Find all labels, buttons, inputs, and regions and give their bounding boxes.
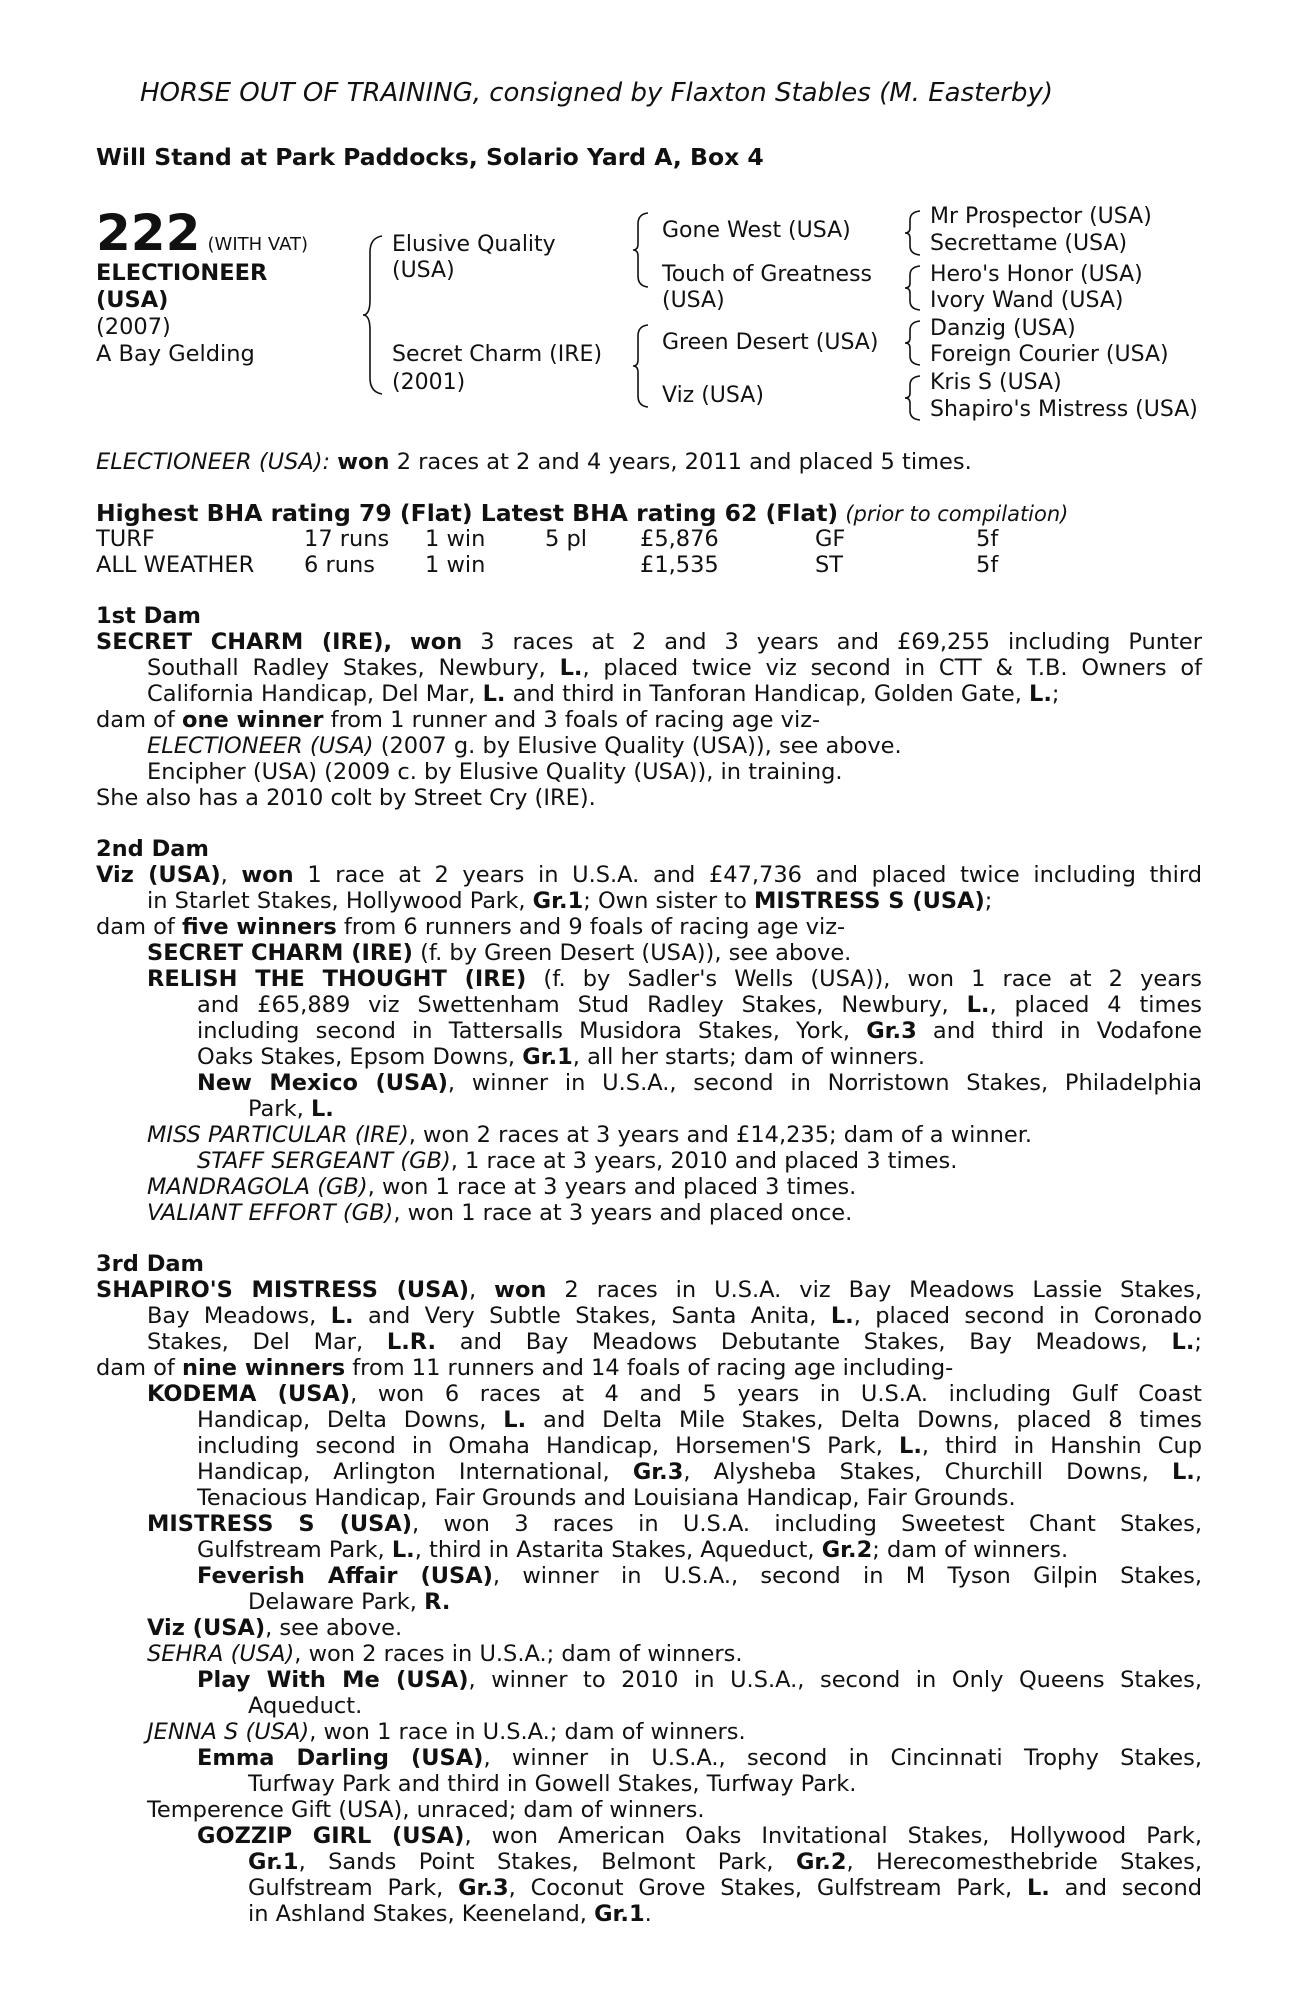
sire-sire: Gone West (USA) — [662, 218, 851, 243]
text-run: Handicap, Delta Downs, — [197, 1407, 487, 1433]
ped-ssd: Secrettame (USA) — [930, 231, 1128, 256]
text-run: Gr.3 — [458, 1875, 509, 1901]
horse-description: A Bay Gelding — [96, 341, 255, 367]
dam3-line3 — [147, 1329, 1202, 1355]
ratings-row-aw-prize: £1,535 — [640, 552, 719, 578]
text-run: ; Own sister to — [583, 888, 747, 914]
sire-country: (USA) — [392, 258, 455, 283]
text-run: VALIANT EFFORT (GB) — [147, 1200, 394, 1226]
dam3-line5 — [147, 1381, 1202, 1407]
dam3-line4 — [96, 1355, 953, 1381]
ratings-note: (prior to compilation) — [845, 502, 1069, 526]
dam3-line25 — [248, 1901, 652, 1927]
text-run: , Herecomesthebride Stakes, — [846, 1849, 1203, 1875]
text-run: Gulfstream Park, — [197, 1537, 385, 1563]
text-run: from 1 runner and 3 foals of racing age viz- — [330, 707, 821, 733]
text-run: , won 1 race at 3 years and placed 3 times. — [367, 1174, 857, 1200]
dam3-line23 — [248, 1849, 1202, 1875]
dam3-line22 — [197, 1823, 1202, 1849]
ped-sdd: Ivory Wand (USA) — [930, 288, 1124, 313]
pedigree-brace-dam — [630, 322, 652, 410]
pedigree-brace-dd — [902, 373, 924, 423]
text-run: ; dam of winners. — [872, 1537, 1069, 1563]
text-run: , Sands Point Stakes, Belmont Park, — [298, 1849, 774, 1875]
ratings-row-turf-dist: 5f — [976, 526, 999, 552]
sire-dam: Touch of Greatness — [662, 262, 872, 287]
ped-ddd: Shapiro's Mistress (USA) — [930, 397, 1198, 422]
text-run: MISS PARTICULAR (IRE) — [147, 1122, 409, 1148]
dam3-line9: Tenacious Handicap, Fair Grounds and Louisiana Handicap, Fair Grounds. — [197, 1485, 1016, 1511]
text-run: Gr.1 — [248, 1849, 299, 1875]
text-run: L. — [899, 1433, 922, 1459]
text-run: Gr.1 — [594, 1901, 645, 1927]
dam-dam: Viz (USA) — [662, 383, 764, 408]
text-run: and third in Tanforan Handicap, Golden Gate, — [512, 681, 1022, 707]
text-run: JENNA S (USA) — [147, 1719, 310, 1745]
text-run: , placed 4 times — [989, 992, 1203, 1018]
text-run: , Coconut Grove Stakes, Gulfstream Park, — [508, 1875, 1013, 1901]
text-run: dam of — [96, 914, 175, 940]
text-run: L. — [391, 1537, 415, 1563]
pedigree-brace-sire — [630, 210, 652, 290]
text-run: , third in Hanshin Cup — [921, 1433, 1203, 1459]
text-run: , placed twice viz second in CTT & T.B. Owners of — [582, 655, 1203, 681]
dam3-line13 — [248, 1589, 450, 1615]
text-run: , won American Oaks Invitational Stakes, Hollywood Park, — [464, 1823, 1202, 1849]
dam1-line3 — [147, 681, 1060, 707]
text-run: and £65,889 viz Swettenham Stud Radley Stakes, Newbury, — [197, 992, 949, 1018]
ped-dds: Kris S (USA) — [930, 370, 1062, 395]
text-run: , won 1 race in U.S.A.; dam of winners. — [309, 1719, 746, 1745]
text-run: ELECTIONEER (USA) — [147, 733, 374, 759]
text-run: , won 1 race at 3 years and placed once. — [393, 1200, 853, 1226]
ped-sds: Hero's Honor (USA) — [930, 262, 1143, 287]
text-run: won — [410, 629, 463, 655]
dam-name: Secret Charm (IRE) — [392, 342, 603, 367]
text-run: , Alysheba Stakes, Churchill Downs, — [683, 1459, 1149, 1485]
dam2-line4 — [147, 940, 851, 966]
dam1-line7: She also has a 2010 colt by Street Cry (IRE). — [96, 785, 596, 811]
ratings-row-aw-going: ST — [815, 552, 844, 578]
ratings-row-turf-placed: 5 pl — [545, 526, 588, 552]
pedigree-brace-main — [360, 232, 390, 398]
text-run: ; — [1194, 1329, 1202, 1355]
dam-sire: Green Desert (USA) — [662, 330, 879, 355]
text-run: (2007 g. by Elusive Quality (USA)), see above. — [380, 733, 902, 759]
text-run: won — [241, 862, 294, 888]
text-run: , — [469, 1277, 477, 1303]
dam2-line1 — [96, 862, 1202, 888]
dam2-line8 — [197, 1044, 925, 1070]
dam3-line18 — [147, 1719, 746, 1745]
text-run: SECRET CHARM (IRE) — [147, 940, 413, 966]
dam3-line11 — [197, 1537, 1068, 1563]
dam2-line6 — [197, 992, 1202, 1018]
text-run: KODEMA (USA) — [147, 1381, 351, 1407]
text-run: L. — [310, 1096, 334, 1122]
text-run: SEHRA (USA) — [147, 1641, 295, 1667]
text-run: STAFF SERGEANT (GB) — [197, 1148, 451, 1174]
dam2-line14 — [147, 1200, 852, 1226]
dam3-line10 — [147, 1511, 1202, 1537]
text-run: New Mexico (USA) — [197, 1070, 448, 1096]
text-run: one winner — [181, 707, 324, 733]
dam3-line8 — [197, 1459, 1202, 1485]
text-run: ; — [984, 888, 993, 914]
dam3-line17: Aqueduct. — [248, 1693, 363, 1719]
dam2-line2 — [147, 888, 992, 914]
text-run: from 6 runners and 9 foals of racing age viz- — [343, 914, 846, 940]
text-run: L. — [830, 1303, 854, 1329]
text-run: five winners — [181, 914, 337, 940]
dam3-line1 — [96, 1277, 1202, 1303]
pedigree-brace-ss — [902, 208, 924, 258]
text-run: MISTRESS S (USA) — [147, 1511, 413, 1537]
text-run: Feverish Affair (USA) — [197, 1563, 493, 1589]
text-run: Oaks Stakes, Epsom Downs, — [197, 1044, 516, 1070]
text-run: and Delta Mile Stakes, Delta Downs, placed 8 times — [543, 1407, 1203, 1433]
ped-dss: Danzig (USA) — [930, 316, 1076, 341]
summary-won: won — [337, 449, 390, 475]
dam3-line7 — [197, 1433, 1202, 1459]
text-run: won — [494, 1277, 547, 1303]
sire-name: Elusive Quality — [392, 232, 556, 257]
dam2-line9 — [197, 1070, 1202, 1096]
ratings-row-turf-prize: £5,876 — [640, 526, 719, 552]
text-run: , won 3 races in U.S.A. including Sweetest Chant Stakes, — [412, 1511, 1202, 1537]
sire-dam-country: (USA) — [662, 288, 725, 313]
dam2-line3 — [96, 914, 845, 940]
horse-country: (USA) — [96, 287, 169, 313]
text-run: Viz (USA) — [96, 862, 221, 888]
text-run: SHAPIRO'S MISTRESS (USA) — [96, 1277, 470, 1303]
text-run: including second in Omaha Handicap, Horsemen'S Park, — [197, 1433, 883, 1459]
text-run: and Very Subtle Stakes, Santa Anita, — [367, 1303, 817, 1329]
ped-dsd: Foreign Courier (USA) — [930, 342, 1169, 367]
horse-year: (2007) — [96, 314, 171, 340]
text-run: L. — [1171, 1329, 1195, 1355]
text-run: MANDRAGOLA (GB) — [147, 1174, 368, 1200]
text-run: . — [644, 1901, 652, 1927]
text-run: dam of — [96, 707, 175, 733]
dam3-line15 — [147, 1641, 743, 1667]
text-run: Southall Radley Stakes, Newbury, — [147, 655, 546, 681]
ratings-title: Highest BHA rating 79 (Flat) Latest BHA rating 62 (Flat) — [96, 499, 839, 527]
text-run: , third in Astarita Stakes, Aqueduct, — [414, 1537, 815, 1563]
text-run: Gr.1 — [522, 1044, 573, 1070]
dam3-line12 — [197, 1563, 1202, 1589]
text-run: MISTRESS S (USA) — [754, 888, 985, 914]
ratings-row-turf-wins: 1 win — [425, 526, 486, 552]
text-run: 2 races in U.S.A. viz Bay Meadows Lassie Stakes, — [564, 1277, 1203, 1303]
text-run: , see above. — [265, 1615, 403, 1641]
vat-note: (WITH VAT) — [207, 234, 309, 255]
text-run: L. — [330, 1303, 354, 1329]
ratings-heading — [96, 500, 1068, 527]
text-run: SECRET CHARM (IRE), — [96, 629, 393, 655]
text-run: , winner in U.S.A., second in Norristown Stakes, Philadelphia — [447, 1070, 1202, 1096]
text-run: in Ashland Stakes, Keeneland, — [248, 1901, 587, 1927]
text-run: , winner in U.S.A., second in Cincinnati Trophy Stakes, — [483, 1745, 1203, 1771]
pedigree-brace-sd — [902, 263, 924, 313]
text-run: and third in Vodafone — [932, 1018, 1202, 1044]
dam2-heading: 2nd Dam — [96, 836, 209, 862]
text-run: R. — [424, 1589, 451, 1615]
dam3-line19 — [197, 1745, 1202, 1771]
dam2-line12 — [197, 1148, 957, 1174]
text-run: L.R. — [386, 1329, 437, 1355]
ratings-row-aw-runs: 6 runs — [304, 552, 375, 578]
text-run: 1 race at 2 years in U.S.A. and £47,736 and placed twice including third — [307, 862, 1202, 888]
text-run: (f. by Green Desert (USA)), see above. — [420, 940, 852, 966]
dam3-line14 — [147, 1615, 402, 1641]
summary-horse-name: ELECTIONEER (USA): — [96, 449, 331, 475]
text-run: Gr.3 — [632, 1459, 684, 1485]
text-run: and second — [1064, 1875, 1203, 1901]
ratings-row-aw-wins: 1 win — [425, 552, 486, 578]
text-run: Stakes, Del Mar, — [147, 1329, 364, 1355]
dam2-line5 — [147, 966, 1202, 992]
text-run: , won 2 races at 3 years and £14,235; dam of a winner. — [408, 1122, 1033, 1148]
dam3-line2 — [147, 1303, 1202, 1329]
summary-rest: 2 races at 2 and 4 years, 2011 and placed 5 times. — [396, 449, 972, 475]
text-run: Gulfstream Park, — [248, 1875, 444, 1901]
dam3-line20: Turfway Park and third in Gowell Stakes, Turfway Park. — [248, 1771, 857, 1797]
dam1-heading: 1st Dam — [96, 603, 201, 629]
dam-year: (2001) — [392, 370, 466, 395]
dam2-line7 — [197, 1018, 1202, 1044]
stand-location: Will Stand at Park Paddocks, Solario Yard A, Box 4 — [96, 143, 764, 171]
text-run: RELISH THE THOUGHT (IRE) — [147, 966, 527, 992]
text-run: Gr.1 — [532, 888, 584, 914]
text-run: , won 2 races in U.S.A.; dam of winners. — [294, 1641, 743, 1667]
text-run: L. — [503, 1407, 527, 1433]
text-run: ; — [1051, 681, 1060, 707]
text-run: including second in Tattersalls Musidora Stakes, York, — [197, 1018, 851, 1044]
text-run: Gr.2 — [821, 1537, 873, 1563]
text-run: , — [220, 862, 228, 888]
text-run: Delaware Park, — [248, 1589, 417, 1615]
text-run: L. — [966, 992, 990, 1018]
ratings-row-aw-dist: 5f — [976, 552, 999, 578]
dam1-line6: Encipher (USA) (2009 c. by Elusive Quality (USA)), in training. — [147, 759, 843, 785]
ped-sss: Mr Prospector (USA) — [930, 204, 1152, 229]
text-run: from 11 runners and 14 foals of racing age including- — [352, 1355, 954, 1381]
horse-name: ELECTIONEER — [96, 260, 268, 286]
dam1-line1 — [96, 629, 1202, 655]
text-run: L. — [1029, 681, 1052, 707]
ratings-row-turf-runs: 17 runs — [304, 526, 390, 552]
dam3-heading: 3rd Dam — [96, 1251, 204, 1277]
text-run: , 1 race at 3 years, 2010 and placed 3 times. — [450, 1148, 958, 1174]
dam3-line6 — [197, 1407, 1202, 1433]
text-run: in Starlet Stakes, Hollywood Park, — [147, 888, 526, 914]
lot-number-block — [96, 204, 309, 262]
dam1-line4 — [96, 707, 820, 733]
dam3-line24 — [248, 1875, 1202, 1901]
dam3-line16 — [197, 1667, 1202, 1693]
text-run: dam of — [96, 1355, 175, 1381]
text-run: California Handicap, Del Mar, — [147, 681, 476, 707]
race-summary — [96, 449, 972, 475]
text-run: , placed second in Coronado — [853, 1303, 1203, 1329]
text-run: , winner in U.S.A., second in M Tyson Gilpin Stakes, — [492, 1563, 1202, 1589]
pedigree-brace-ds — [902, 318, 924, 368]
page-title: HORSE OUT OF TRAINING, consigned by Flaxton Stables (M. Easterby) — [140, 78, 1054, 108]
ratings-row-turf-going: GF — [815, 526, 846, 552]
text-run: L. — [559, 655, 583, 681]
text-run: and Bay Meadows Debutante Stakes, Bay Meadows, — [459, 1329, 1148, 1355]
dam2-line10 — [248, 1096, 334, 1122]
ratings-row-turf-surface: TURF — [96, 526, 155, 552]
text-run: (f. by Sadler's Wells (USA)), won 1 race at 2 years — [543, 966, 1203, 992]
text-run: L. — [1026, 1875, 1050, 1901]
text-run: , winner to 2010 in U.S.A., second in Only Queens Stakes, — [468, 1667, 1202, 1693]
text-run: L. — [482, 681, 506, 707]
text-run: Play With Me (USA) — [197, 1667, 469, 1693]
text-run: nine winners — [181, 1355, 346, 1381]
text-run: Emma Darling (USA) — [197, 1745, 484, 1771]
lot-number: 222 — [96, 204, 201, 262]
text-run: 3 races at 2 and 3 years and £69,255 including Punter — [480, 629, 1202, 655]
dam2-line13 — [147, 1174, 856, 1200]
ratings-row-aw-surface: ALL WEATHER — [96, 552, 255, 578]
text-run: Park, — [248, 1096, 304, 1122]
text-run: , won 6 races at 4 and 5 years in U.S.A. including Gulf Coast — [350, 1381, 1202, 1407]
text-run: Handicap, Arlington International, — [197, 1459, 610, 1485]
text-run: GOZZIP GIRL (USA) — [197, 1823, 465, 1849]
text-run: , all her starts; dam of winners. — [572, 1044, 926, 1070]
text-run: Gr.2 — [795, 1849, 847, 1875]
dam3-line21: Temperence Gift (USA), unraced; dam of winners. — [147, 1797, 705, 1823]
dam1-line2 — [147, 655, 1202, 681]
text-run: L. — [1171, 1459, 1195, 1485]
dam2-line11 — [147, 1122, 1032, 1148]
text-run: Bay Meadows, — [147, 1303, 317, 1329]
dam1-line5 — [147, 733, 902, 759]
text-run: Viz (USA) — [147, 1615, 266, 1641]
text-run: Gr.3 — [866, 1018, 917, 1044]
text-run: , — [1194, 1459, 1203, 1485]
